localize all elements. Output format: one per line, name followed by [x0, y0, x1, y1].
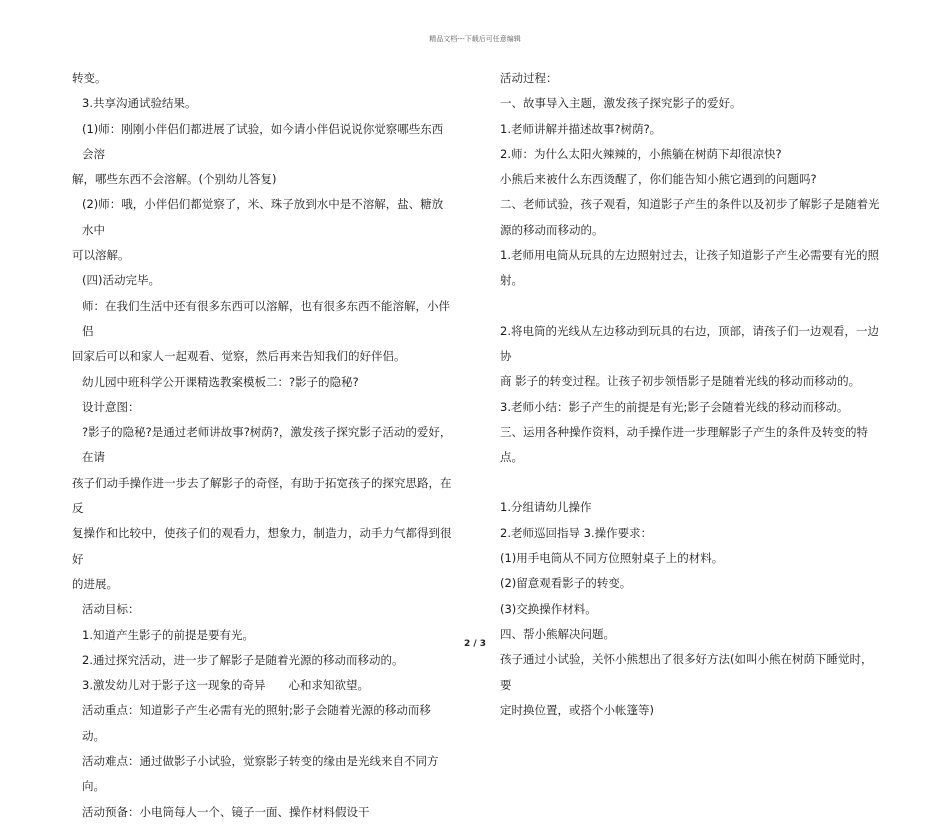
text-line: 活动难点：通过做影子小试验，觉察影子转变的缘由是光线来自不同方向。	[82, 754, 439, 794]
text-line: 一、故事导入主题，激发孩子探究影子的爱好。	[500, 96, 742, 111]
text-line: ?影子的隐秘?是通过老师讲故事?树荫?，激发孩子探究影子活动的爱好，在请	[82, 425, 452, 465]
text-line: 2.师：为什么太阳火辣辣的，小熊躺在树荫下却很凉快?	[500, 146, 782, 161]
text-line: 三、运用各种操作资料，动手操作进一步理解影子产生的条件及转变的特点。	[500, 424, 868, 465]
text-line: (四)活动完毕。	[82, 273, 160, 288]
text-line: 转变。	[72, 71, 107, 85]
text-line: 1.老师用电筒从玩具的左边照射过去，让孩子知道影子产生必需要有光的照射。	[500, 248, 879, 288]
text-line: 3.共享沟通试验结果。	[82, 96, 197, 111]
text-line: 小熊后来被什么东西烫醒了，你们能告知小熊它遇到的问题吗?	[500, 172, 817, 187]
text-line: 活动过程：	[500, 71, 558, 85]
text-line: 商 影子的转变过程。让孩子初步领悟影子是随着光线的移动而移动的。	[500, 374, 861, 389]
text-line: 源的移动而移动的。	[500, 222, 604, 237]
text-line: (3)交换操作材料。	[500, 601, 597, 616]
text-line: 二、老师试验，孩子观看，知道影子产生的条件以及初步了解影子是随着光	[500, 197, 880, 212]
text-line: 师：在我们生活中还有很多东西可以溶解，也有很多东西不能溶解，小伴侣	[82, 298, 450, 338]
text-line: 2.将电筒的光线从左边移动到玩具的右边，顶部，请孩子们一边观看，一边协	[500, 323, 879, 363]
text-line: 四、帮小熊解决问题。	[500, 626, 615, 641]
page-header: 精品文档---下载后可任意编辑	[429, 35, 521, 43]
text-line: 3.老师小结：影子产生的前提是有光;影子会随着光线的移动而移动。	[500, 399, 849, 414]
text-line: (1)用手电筒从不同方位照射桌子上的材料。	[500, 551, 724, 566]
text-line: 2.老师巡回指导 3.操作要求：	[500, 525, 653, 540]
text-line: 活动预备：小电筒每人一个、镜子一面、操作材料假设干	[82, 804, 370, 819]
text-line: 2.通过探究活动，进一步了解影子是随着光源的移动而移动的。	[82, 652, 404, 667]
text-line: 活动目标：	[82, 602, 140, 617]
text-line: 幼儿园中班科学公开课精选教案模板二：?影子的隐秘?	[82, 374, 359, 389]
text-line: 1.分组请幼儿操作	[500, 500, 592, 515]
text-line: (2)师：哦，小伴侣们都觉察了，米、珠子放到水中是不溶解，盐、糖放水中	[82, 197, 444, 237]
text-line: 1.老师讲解并描述故事?树荫?。	[500, 121, 662, 136]
text-line: 孩子们动手操作进一步去了解影子的奇怪，有助于拓宽孩子的探究思路，在反	[72, 475, 452, 516]
page-number: 2 / 3	[463, 639, 487, 649]
text-line: 的进展。	[72, 576, 118, 591]
text-line: 孩子通过小试验，关怀小熊想出了很多好方法(如叫小熊在树荫下睡觉时，要	[500, 652, 873, 692]
text-line: 复操作和比较中，使孩子们的观看力，想象力，制造力，动手力气都得到很好	[72, 526, 452, 566]
text-line: 可以溶解。	[72, 248, 130, 263]
left-column	[72, 66, 452, 825]
right-column	[500, 66, 880, 723]
text-line: 回家后可以和家人一起观看、觉察，然后再来告知我们的好伴侣。	[72, 349, 406, 364]
text-line: 定时换位置，或搭个小帐篷等)	[500, 702, 654, 717]
text-line: 解，哪些东西不会溶解。(个别幼儿答复)	[72, 172, 277, 187]
text-line: 3.激发幼儿对于影子这一现象的奇异 心和求知欲望。	[82, 678, 369, 693]
text-line: (1)师：刚刚小伴侣们都进展了试验，如今请小伴侣说说你觉察哪些东西会溶	[82, 121, 444, 161]
text-line: (2)留意观看影子的转变。	[500, 576, 632, 591]
text-line	[500, 470, 880, 495]
text-line	[500, 294, 880, 319]
text-line: 设计意图：	[82, 399, 140, 414]
text-line: 1.知道产生影子的前提是要有光。	[82, 627, 254, 642]
text-line: 活动重点：知道影子产生必需有光的照射;影子会随着光源的移动而移动。	[82, 703, 431, 743]
